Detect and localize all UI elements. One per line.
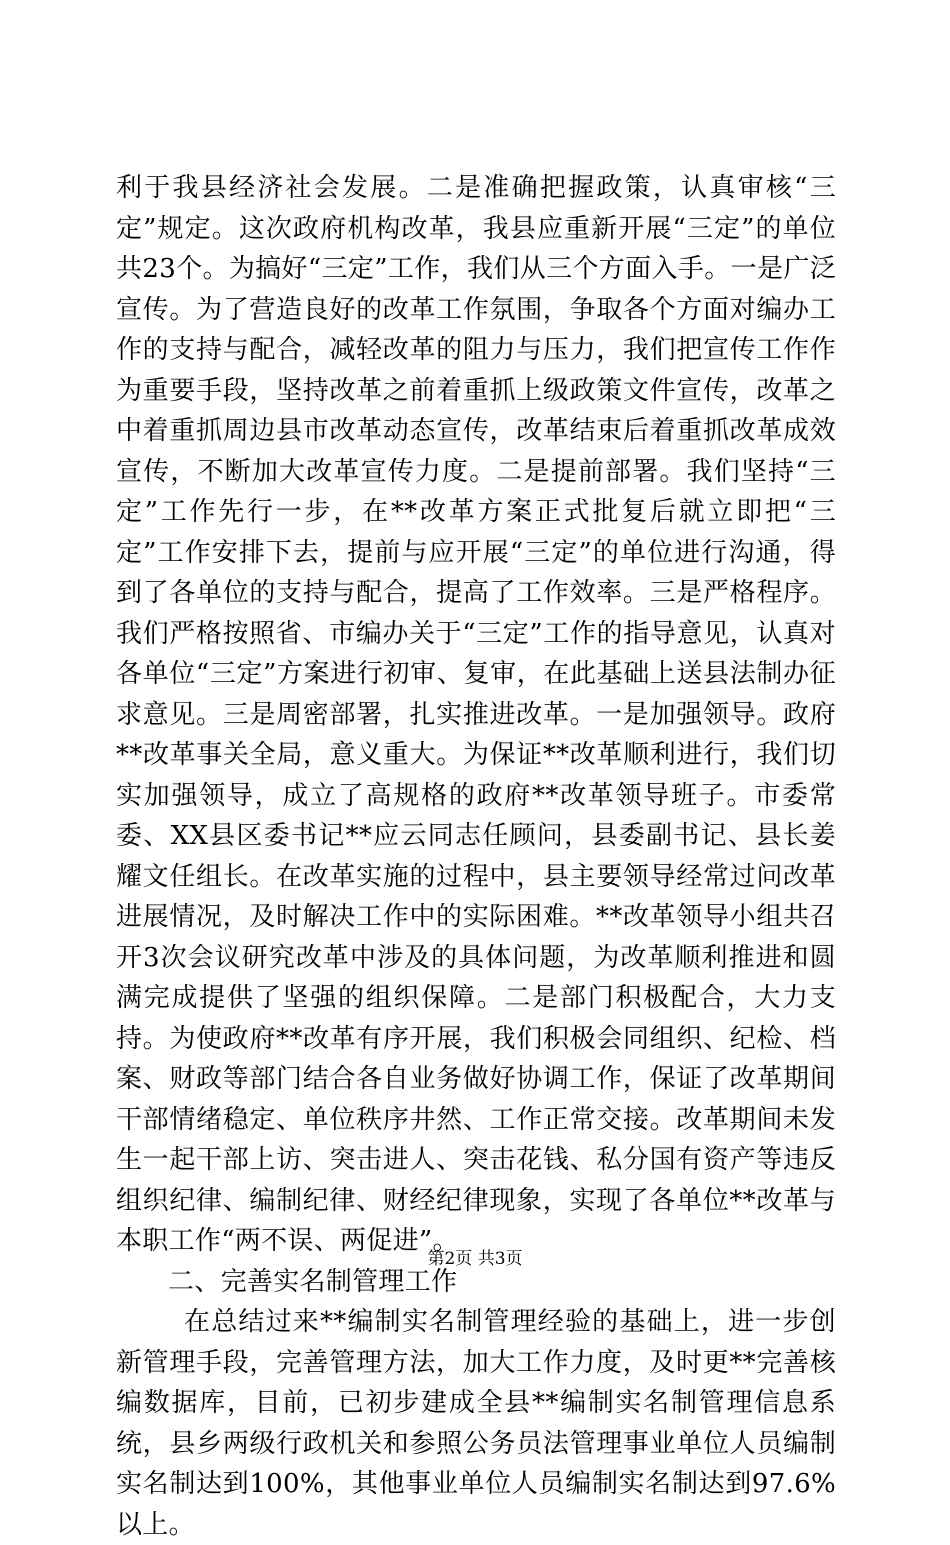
paragraph-continued: 利于我县经济社会发展。二是准确把握政策，认真审核“三定”规定。这次政府机构改革，我县应重新开展“三定”的单位共23个。为搞好“三定”工作，我们从三个方面入手。一是广泛宣传。为了营造良好的改革工作氛围，争取各个方面对编办工作的支持与配合，减轻改革的阻力与压力，我们把宣传工作作为重要手段，坚持改革之前着重抓上级政策文件宣传，改革之中着重抓周边县市改革动态宣传，改革结束后着重抓改革成效宣传，不断加大改革宣传力度。二是提前部署。我们坚持“三定”工作先行一步，在**改革方案正式批复后就立即把“三定”工作安排下去，提前与应开展“三定”的单位进行沟通，得到了各单位的支持与配合，提高了工作效率。三是严格程序。我们严格按照省、市编办关于“三定”工作的指导意见，认真对各单位“三定”方案进行初审、复审，在此基础上送县法制办征求意见。三是周密部署，扎实推进改革。一是加强领导。政府**改革事关全局，意义重大。为保证**改革顺利进行，我们切实加强领导，成立了高规格的政府**改革领导班子。市委常委、XX县区委书记**应云同志任顾问，县委副书记、县长姜耀文任组长。在改革实施的过程中，县主要领导经常过问改革进展情况，及时解决工作中的实际困难。**改革领导小组共召开3次会议研究改革中涉及的具体问题，为改革顺利推进和圆满完成提供了坚强的组织保障。二是部门积极配合，大力支持。为使政府**改革有序开展，我们积极会同组织、纪检、档案、财政等部门结合各自业务做好协调工作，保证了改革期间干部情绪稳定、单位秩序井然、工作正常交接。改革期间未发生一起干部上访、突击进人、突击花钱、私分国有资产等违反组织纪律、编制纪律、财经纪律现象，实现了各单位**改革与本职工作“两不误、两促进”。: [116, 173, 836, 1256]
section-heading: 二、完善实名制管理工作: [168, 1266, 458, 1297]
document-body: [116, 168, 836, 1545]
paragraph-realname-management: 在总结过来**编制实名制管理经验的基础上，进一步创新管理手段，完善管理方法，加大工作力度，及时更**完善核编数据库，目前，已初步建成全县**编制实名制管理信息系统，县乡两级行政机关和参照公务员法管理事业单位人员编制实名制达到100%，其他事业单位人员编制实名制达到97.6%以上。: [116, 1307, 836, 1540]
page-footer: 第2页 共3页: [427, 1249, 523, 1269]
